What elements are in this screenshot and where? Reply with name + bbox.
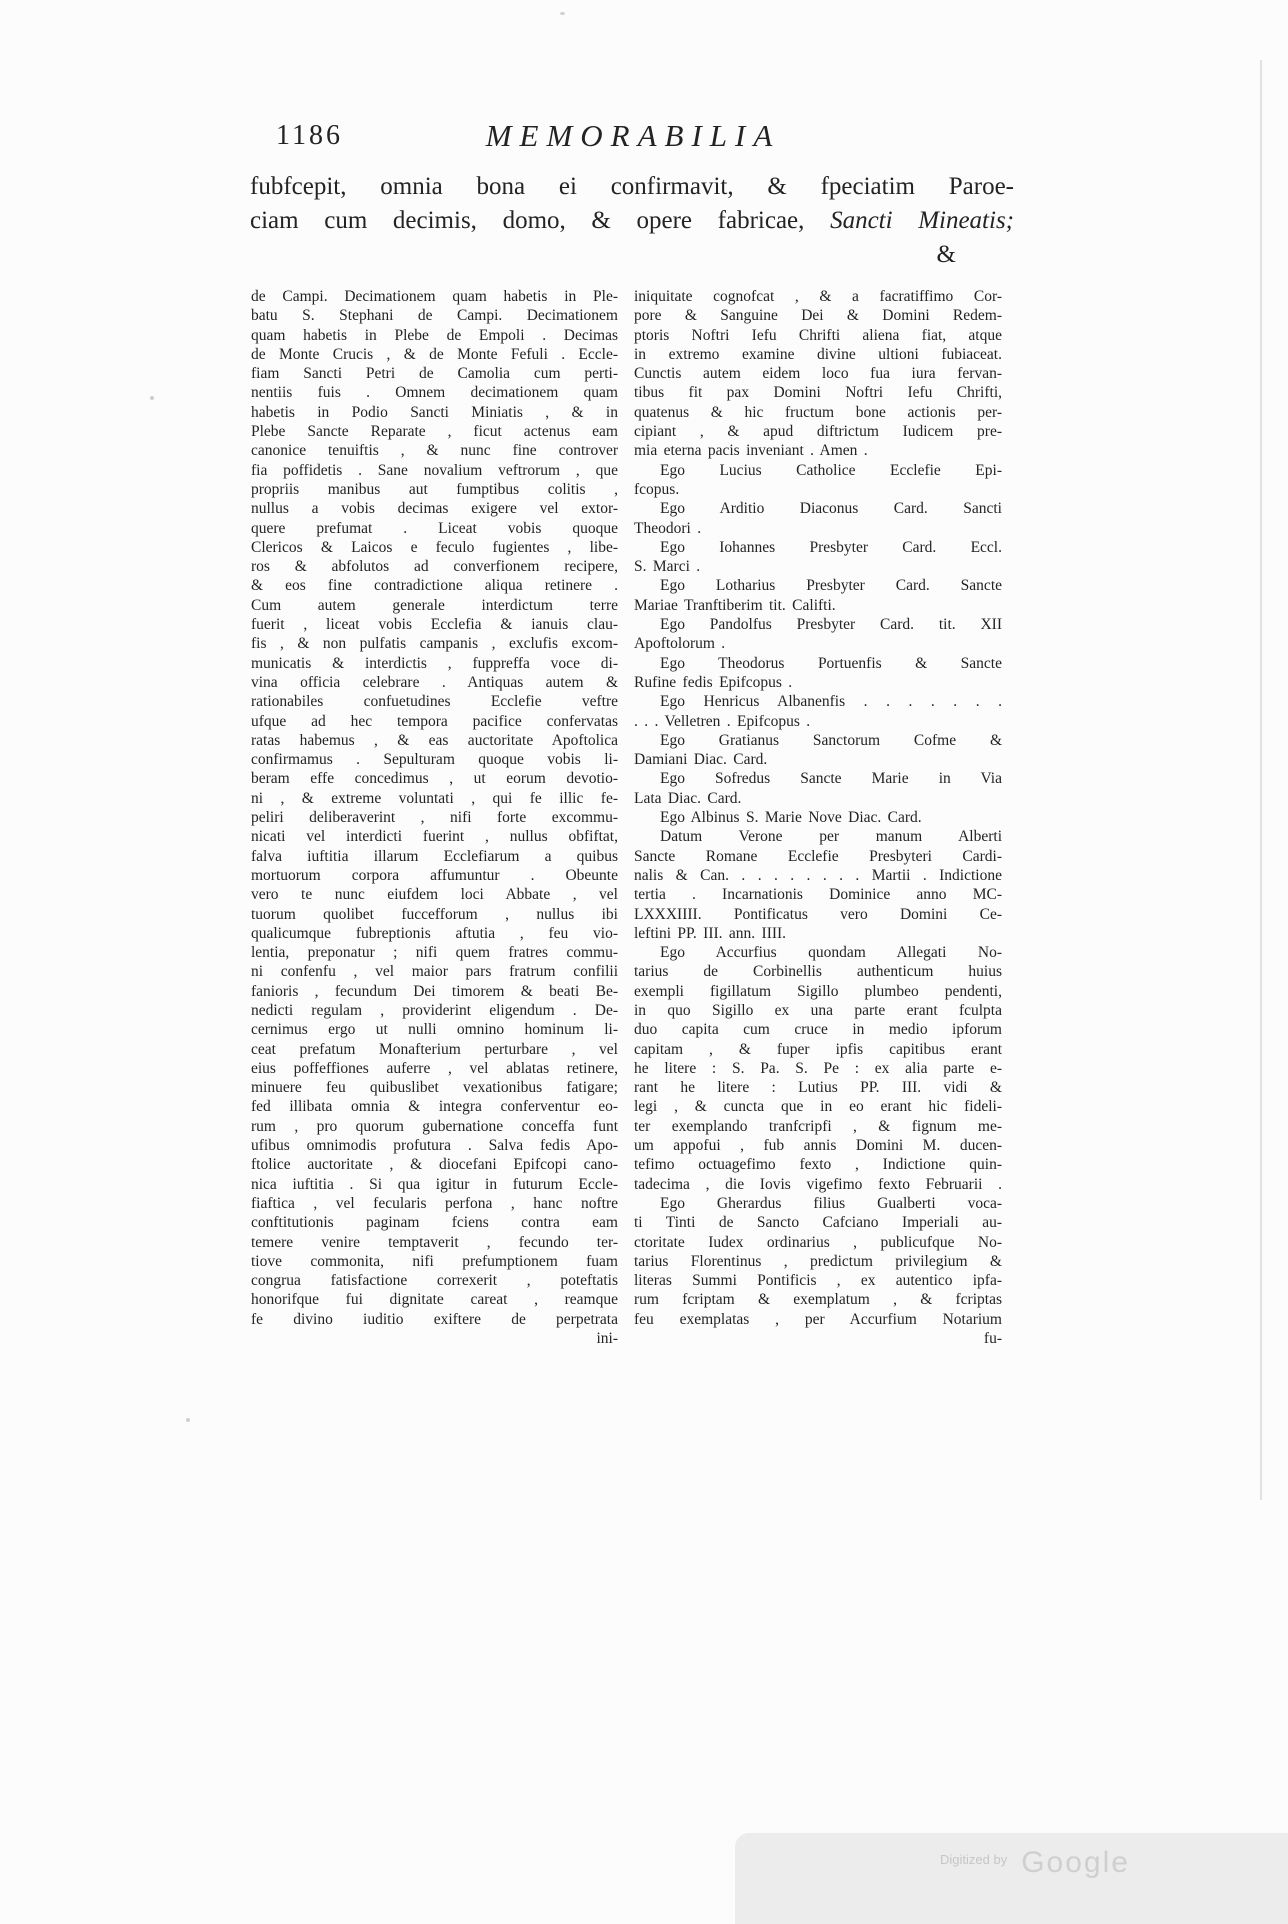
text-line: Theodori . <box>634 519 702 537</box>
text-line: falva iuftitia illarum Ecclefiarum a quibus <box>251 847 618 865</box>
text-line: Sancte Romane Ecclefie Presbyteri Cardi- <box>634 847 1002 865</box>
text-line: canonice tenuiftis , & nunc fine controver <box>251 442 618 460</box>
text-line: . . . Velletren . Epifcopus . <box>634 712 811 730</box>
text-line: nalis & Can. . . . . . . . . Martii . Indictione <box>634 866 1002 884</box>
text-line: temere venire temptaverit , fecundo ter- <box>251 1233 618 1251</box>
text-line: quatenus & hic fructum bone actionis per- <box>634 403 1002 421</box>
text-line: minuere feu quibuslibet vexationibus fatigare; <box>251 1079 618 1097</box>
text-line: Damiani Diac. Card. <box>634 751 768 769</box>
text-line: Clericos & Laicos e feculo fugientes , libe- <box>251 538 618 556</box>
text-line: Ego Lotharius Presbyter Card. Sancte <box>660 577 1002 595</box>
text-line: Lata Diac. Card. <box>634 789 742 807</box>
text-line: nullus a vobis decimas exigere vel extor- <box>251 500 618 518</box>
running-header: MEMORABILIA <box>485 118 781 153</box>
text-line: beram effe concedimus , ut eorum devotio- <box>251 770 618 788</box>
intro-line-1: fubfcepit, omnia bona ei confirmavit, & fpeciatim Paroe- <box>250 173 1014 200</box>
text-line: mia eterna pacis inveniant . Amen . <box>634 442 868 460</box>
left-column <box>251 287 618 1348</box>
google-watermark <box>940 1846 1130 1880</box>
text-line: tadecima , die Iovis vigefimo fexto Februarii . <box>634 1175 1002 1193</box>
intro-paragraph <box>250 170 1014 272</box>
text-line: Ego Albinus S. Marie Nove Diac. Card. <box>660 809 922 827</box>
text-line: de Monte Crucis , & de Monte Fefuli . Eccle- <box>251 345 618 363</box>
text-line: quere prefumat . Liceat vobis quoque <box>251 519 618 537</box>
text-line: S. Marci . <box>634 558 701 576</box>
intro-line-2 <box>250 204 1014 238</box>
text-line: tarius de Corbinellis authenticum huius <box>634 963 1002 981</box>
text-line: he litere : S. Pa. S. Pe : ex alia parte e- <box>634 1059 1002 1077</box>
text-line: capitam , & fuper ipfis capitibus erant <box>634 1040 1002 1058</box>
scan-speck <box>150 396 154 400</box>
text-line: ros & abfolutos ad converfionem recipere, <box>251 558 618 576</box>
text-line: habetis in Podio Sancti Miniatis , & in <box>251 403 618 421</box>
intro-line-2-text: ciam cum decimis, domo, & opere fabricae, <box>250 207 805 234</box>
text-line: honorifque fui dignitate careat , reamque <box>251 1291 618 1309</box>
text-line: Cunctis autem eidem loco fua iura fervan- <box>634 365 1002 383</box>
right-column <box>634 287 1002 1348</box>
text-line: ter exemplando tranfcripfi , & fignum me- <box>634 1117 1002 1135</box>
text-line: mortuorum corpora affumuntur . Obeunte <box>251 866 618 884</box>
text-line: LXXXIIII. Pontificatus vero Domini Ce- <box>634 905 1002 923</box>
text-line: ptoris Noftri Iefu Chrifti aliena fiat, atque <box>634 326 1002 344</box>
text-line: ratas habemus , & eas auctoritate Apoftolica <box>251 731 618 749</box>
text-line: tibus fit pax Domini Noftri Iefu Chrifti, <box>634 384 1002 402</box>
text-line: Ego Pandolfus Presbyter Card. tit. XII <box>660 616 1002 634</box>
text-line: Rufine fedis Epifcopus . <box>634 673 793 691</box>
text-line: ufque ad hec tempora pacifice confervatas <box>251 712 618 730</box>
text-line: ti Tinti de Sancto Cafciano Imperiali au- <box>634 1214 1002 1232</box>
text-line: Ego Theodorus Portuenfis & Sancte <box>660 654 1002 672</box>
text-line: Ego Lucius Catholice Ecclefie Epi- <box>660 461 1002 479</box>
text-line: fuerit , liceat vobis Ecclefia & ianuis clau- <box>251 616 618 634</box>
text-line: ini- <box>596 1330 618 1348</box>
text-line: qualicumque fubreptionis aftutia , feu vio- <box>251 924 618 942</box>
text-line: fcopus. <box>634 480 680 498</box>
text-line: in quo Sigillo ex una parte erant fculpta <box>634 1001 1002 1019</box>
text-line: fis , & non pulfatis campanis , exclufis excom- <box>251 635 618 653</box>
text-line: Mariae Tranftiberim tit. Califti. <box>634 596 836 614</box>
text-line: nedicti regulam , providerint eligendum . De- <box>251 1001 618 1019</box>
text-line: tarius Florentinus , predictum privilegium & <box>634 1252 1002 1270</box>
scan-speck <box>560 12 565 15</box>
text-line: fu- <box>983 1330 1002 1348</box>
text-line: pore & Sanguine Dei & Domini Redem- <box>634 307 1002 325</box>
text-line: Datum Verone per manum Alberti <box>660 828 1002 846</box>
text-line: ceat prefatum Monafterium perturbare , vel <box>251 1040 618 1058</box>
text-line: Plebe Sancte Reparate , ficut actenus eam <box>251 423 618 441</box>
text-line: rum fcriptam & exemplatum , & fcriptas <box>634 1291 1002 1309</box>
text-line: um appofui , fub annis Domini M. ducen- <box>634 1137 1002 1155</box>
text-line: tefimo octuagefimo fexto , Indictione quin- <box>634 1156 1002 1174</box>
text-line: tuorum quolibet fuccefforum , nullus ibi <box>251 905 618 923</box>
text-line: ni , & extreme voluntati , qui fe illic fe- <box>251 789 618 807</box>
text-line: feu exemplatas , per Accurfium Notarium <box>634 1310 1002 1328</box>
text-line: nentiis fuis . Omnem decimationem quam <box>251 384 618 402</box>
text-line: nicati vel interdicti fuerint , nullus obfiftat, <box>251 828 618 846</box>
text-line: rant he litere : Lutius PP. III. vidi & <box>634 1079 1002 1097</box>
text-line: fed illibata omnia & integra conferventur eo- <box>251 1098 618 1116</box>
text-line: in extremo examine divine ultioni fubiaceat. <box>634 345 1002 363</box>
text-line: vina officia celebrare . Antiquas autem & <box>251 673 618 691</box>
text-line: fia poffidetis . Sane novalium veftrorum , que <box>251 461 618 479</box>
scan-speck <box>186 1418 190 1422</box>
text-line: ufibus omnimodis profutura . Salva fedis Apo- <box>251 1137 618 1155</box>
text-line: Ego Accurfius quondam Allegati No- <box>660 944 1002 962</box>
text-line: ftolice auctoritate , & diocefani Epifcopi cano- <box>251 1156 618 1174</box>
text-line: exempli figillatum Sigillo plumbeo pendenti, <box>634 982 1002 1000</box>
text-line: Ego Iohannes Presbyter Card. Eccl. <box>660 538 1002 556</box>
text-line: ctoritate Iudex ordinarius , publicufque No- <box>634 1233 1002 1251</box>
text-line: conftitutionis paginam fciens contra eam <box>251 1214 618 1232</box>
text-line: legi , & cuncta que in eo erant hic fideli- <box>634 1098 1002 1116</box>
text-line: leftini PP. III. ann. IIII. <box>634 924 787 942</box>
text-line: Ego Sofredus Sancte Marie in Via <box>660 770 1002 788</box>
text-line: Cum autem generale interdictum terre <box>251 596 618 614</box>
text-line: Ego Henricus Albanenfis . . . . . . . <box>660 693 1002 711</box>
text-line: congrua fatisfactione correxerit , poteftatis <box>251 1272 618 1290</box>
text-line: tiove commonita, nifi prefumptionem fuam <box>251 1252 618 1270</box>
text-line: cernimus ergo ut nulli omnino hominum li- <box>251 1021 618 1039</box>
text-line: municatis & interdictis , fuppreffa voce di- <box>251 654 618 672</box>
page-number: 1186 <box>276 120 343 151</box>
text-line: & eos fine contradictione aliqua retinere . <box>251 577 618 595</box>
text-line: ni confenfu , vel maior pars fratrum confilii <box>251 963 618 981</box>
watermark-prefix: Digitized by <box>940 1852 1008 1867</box>
text-line: duo capita cum cruce in medio ipforum <box>634 1021 1002 1039</box>
text-line: Ego Gratianus Sanctorum Cofme & <box>660 731 1002 749</box>
text-line: literas Summi Pontificis , ex autentico ipfa- <box>634 1272 1002 1290</box>
text-line: iniquitate cognofcat , & a facratiffimo Cor- <box>634 288 1002 305</box>
intro-ampersand: & <box>936 241 956 268</box>
text-line: fiam Sancti Petri de Camolia cum perti- <box>251 365 618 383</box>
text-line: propriis manibus aut fumptibus colitis , <box>251 480 618 498</box>
text-line: batu S. Stephani de Campi. Decimationem <box>251 307 618 325</box>
text-line: tertia . Incarnationis Dominice anno MC- <box>634 886 1002 904</box>
text-line: fanioris , fecundum Dei timorem & beati Be- <box>251 982 618 1000</box>
text-line: rum , pro quorum gubernatione conceffa funt <box>251 1117 618 1135</box>
text-line: Apoftolorum . <box>634 635 726 653</box>
text-line: eius poffeffiones auferre , vel ablatas retinere, <box>251 1059 618 1077</box>
text-line: fe divino iuditio exiftere de perpetrata <box>251 1310 618 1328</box>
text-line: peliri deliberaverint , nifi forte excommu- <box>251 809 618 827</box>
text-line: vero te nunc eiufdem loci Abbate , vel <box>251 886 618 904</box>
text-line: confirmamus . Sepulturam quoque vobis li- <box>251 751 618 769</box>
text-line: Ego Arditio Diaconus Card. Sancti <box>660 500 1002 518</box>
text-line: Ego Gherardus filius Gualberti voca- <box>660 1194 1002 1212</box>
text-line: nica iuftitia . Si qua igitur in futurum Eccle- <box>251 1175 618 1193</box>
text-line: quam habetis in Plebe de Empoli . Decimas <box>251 326 618 344</box>
text-line: lentia, preponatur ; nifi quem fratres commu- <box>251 944 618 962</box>
text-line: fiaftica , vel fecularis perfona , hanc noftre <box>251 1194 618 1212</box>
scan-edge-artifact <box>1260 60 1262 1500</box>
text-line: cipiant , & apud diftrictum Iudicem pre- <box>634 423 1002 441</box>
text-line: de Campi. Decimationem quam habetis in Ple- <box>251 288 618 305</box>
intro-line-2-italic: Sancti Mineatis; <box>830 207 1015 234</box>
text-line: rationabiles confuetudines Ecclefie veftre <box>251 693 618 711</box>
watermark-brand: Google <box>1021 1846 1130 1879</box>
